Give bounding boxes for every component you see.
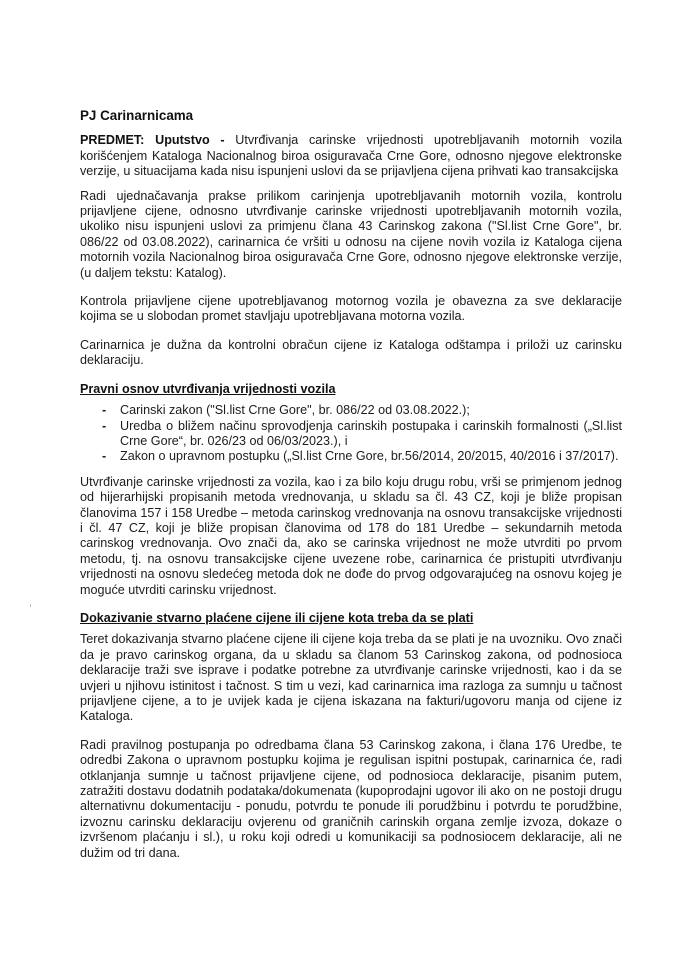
intro-paragraph: Radi ujednačavanja prakse prilikom carinjenja upotrebljavanih motornih vozila, kontrolu prijavljene cijene, odnosno utvrđivanje carinske vrijednosti upotrebljavanih motornih vozila, ukoliko nisu ispunjeni uslovi za primjenu člana 43 Carinskog zakona ("Sl.list Crne Gore", br. 086/22 od 03.08.2022), carinarnica će vršiti u odnosu na cijene novih vozila iz Kataloga cijena motornih vozila Nacionalnog biroa osiguravača Crne Gore, odnosno njegove elektronske verzije, (u daljem tekstu: Katalog). <box>80 188 622 280</box>
section-title-proof-of-price: Dokazivanie stvarno plaćene cijene ili cijene kota treba da se plati <box>80 610 474 625</box>
subject-paragraph <box>80 133 622 179</box>
list-item-text: Zakon o upravnom postupku („Sl.list Crne Gore, br.56/2014, 20/2015, 40/2016 i 37/2017). <box>120 449 619 464</box>
legal-basis-list <box>80 403 622 465</box>
subject-title: Uputstvo - <box>155 133 225 148</box>
scan-artifact <box>30 604 31 607</box>
document-heading: PJ Carinarnicama <box>80 108 194 123</box>
dash-bullet-icon: - <box>102 449 107 464</box>
dash-bullet-icon: - <box>102 418 107 433</box>
list-item-text: Carinski zakon ("Sl.list Crne Gore", br. 086/22 od 03.08.2022.); <box>120 403 470 418</box>
print-paragraph: Carinarnica je dužna da kontrolni obračun cijene iz Kataloga odštampa i priloži uz carinsku deklaraciju. <box>80 337 622 368</box>
valuation-paragraph: Utvrđivanje carinske vrijednosti za vozila, kao i za bilo koju drugu robu, vrši se primjenom jednog od hijerarhijski propisanih metoda vrednovanja, u skladu sa čl. 43 CZ, koji je bliže propisan članovima 157 i 158 Uredbe – metoda carinskog vrednovanja na osnovu transakcijske vrijednosti i čl. 47 CZ, koji je bliže propisan članovima od 178 do 181 Uredbe – sekundarnih metoda carinskog vrednovanja. Ovo znači da, ako se carinska vrijednost ne može utvrditi po prvom metodu, tj. na osnovu transakcijske cijene uvezene robe, carinarnica će pristupiti utvrđivanju vrijednosti na osnovu sledećeg metoda dok ne dođe do prvog odgovarajućeg na osnovu kojeg je moguće utvrditi carinsku vrijednost. <box>80 474 622 597</box>
subject-label: PREDMET: <box>80 133 145 148</box>
list-item <box>102 449 622 464</box>
list-item <box>102 403 622 418</box>
control-paragraph: Kontrola prijavljene cijene upotrebljavanog motornog vozila je obavezna za sve deklaracije kojima se u slobodan promet stavljaju upotrebljavana motorna vozila. <box>80 294 622 324</box>
subject-text: Utvrđivanja carinske vrijednosti upotrebljavanih motornih vozila korišćenjem Kataloga Nacionalnog biroa osiguravača Crne Gore, odnosno njegove elektronske verzije, u situacijama kada nisu ispunjeni uslovi da se prijavljena cijena prihvati kao transakcijska <box>80 133 623 179</box>
burden-of-proof-paragraph: Teret dokazivanja stvarno plaćene cijene ili cijene koja treba da se plati je na uvozniku. Ovo znači da je pravo carinskog organa, da u skladu sa članom 53 Carinskog zakona, od podnosioca deklaracije traži sve isprave i podatke potrebne za utvrđivanje carinske vrijednosti, kao i da se uvjeri u njihovu istinitost i tačnost. S tim u vezi, kad carinarnica ima razloga za sumnju u tačnost prijavljene cijene, a to je uvijek kada je cijena iskazana na fakturi/ugovoru manja od cijene iz Kataloga. <box>80 632 622 724</box>
section-title-legal-basis: Pravni osnov utvrđivanja vrijednosti vozila <box>80 381 336 396</box>
procedure-paragraph: Radi pravilnog postupanja po odredbama člana 53 Carinskog zakona, i člana 176 Uredbe, te odredbi Zakona o upravnom postupku kojima je regulisan ispitni postupak, carinarnica će, radi otklanjanja sumnje u tačnost prijavljene cijene, od podnosioca deklaracije, pisanim putem, zatražiti dostavu dodatnih podataka/dokumenata (kupoprodajni ugovor ili ako on ne postoji drugu alternativnu dokumentaciju - ponudu, potvrdu te ponude ili porudžbinu i potvrdu te porudžbine, izvoznu carinsku deklaraciju ovjerenu od graničnih carinskih organa zemlje izvoza, dokaze o izvršenom plaćanju i sl.), u roku koji odredi u komunikaciji sa podnosiocem deklaracije, ali ne dužim od tri dana. <box>80 737 622 860</box>
list-item <box>102 418 622 450</box>
dash-bullet-icon: - <box>102 403 107 418</box>
document-page <box>80 108 622 870</box>
list-item-text: Uredba o bližem načinu sprovodjenja carinskih postupaka i carinskih formalnosti („Sl.list Crne Gore“, br. 026/23 od 06/03/2023.), i <box>120 418 622 448</box>
